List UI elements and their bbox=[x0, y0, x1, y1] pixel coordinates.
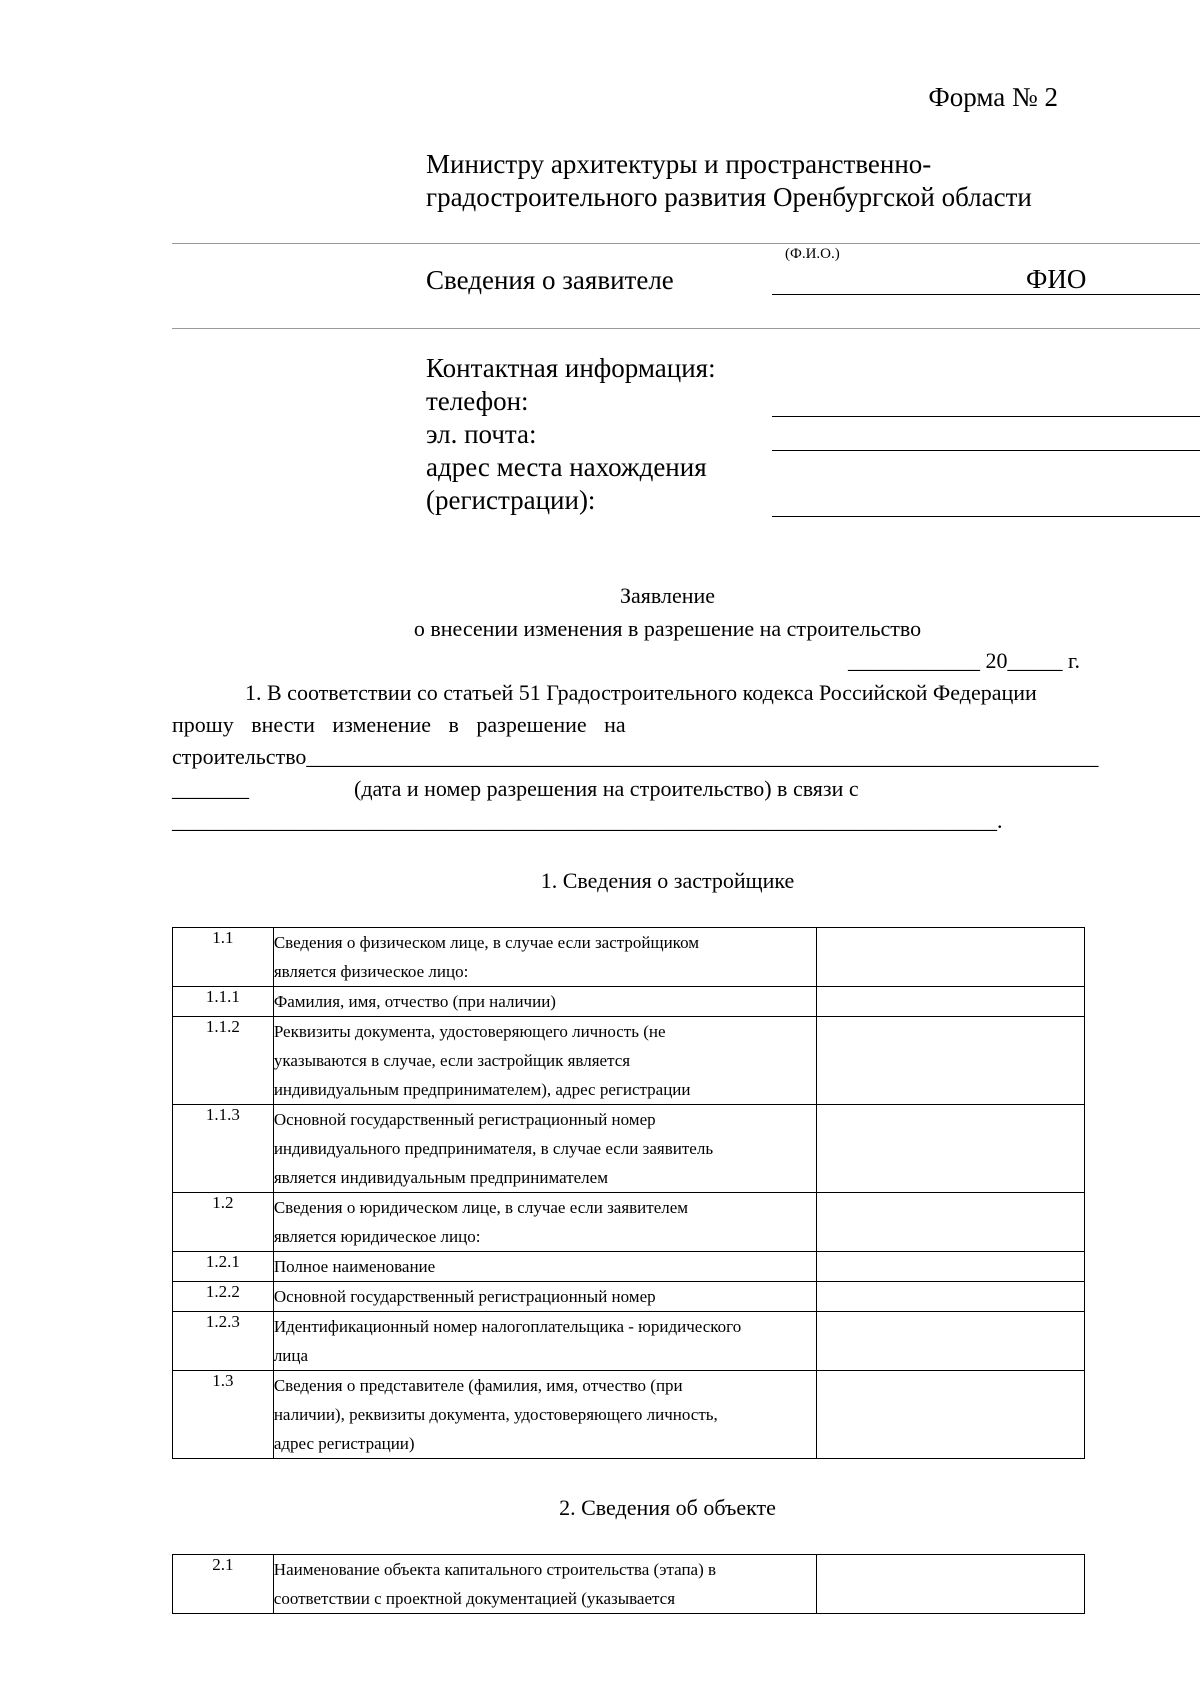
row-value-field[interactable] bbox=[816, 1555, 1084, 1614]
row-description bbox=[273, 1555, 816, 1614]
description-line: Реквизиты документа, удостоверяющего личность (не bbox=[273, 1022, 666, 1041]
row-value-field[interactable] bbox=[816, 928, 1084, 987]
contact-block bbox=[426, 352, 716, 517]
section-2-title: 2. Сведения об объекте bbox=[559, 1495, 776, 1520]
row-number: 2.1 bbox=[173, 1555, 274, 1614]
address-label: адрес места нахождения bbox=[426, 452, 707, 482]
recipient-line: Министру архитектуры и пространственно- bbox=[426, 149, 932, 179]
description-line: Сведения о юридическом лице, в случае если заявителем bbox=[273, 1198, 689, 1217]
row-value-field[interactable] bbox=[816, 1282, 1084, 1312]
description-line: индивидуального предпринимателя, в случае если заявитель bbox=[273, 1139, 714, 1158]
statement-title: Заявление bbox=[619, 583, 716, 608]
row-description bbox=[273, 1193, 816, 1252]
phone-field[interactable] bbox=[772, 416, 1200, 417]
fio-value[interactable]: ФИО bbox=[1026, 264, 1087, 294]
row-number: 1.3 bbox=[173, 1371, 274, 1459]
description-line: Сведения о представителе (фамилия, имя, отчество (при bbox=[273, 1376, 683, 1395]
table-row bbox=[173, 928, 1085, 987]
separator-line bbox=[172, 243, 1200, 244]
phone-label: телефон: bbox=[426, 386, 529, 416]
row-number: 1.1.3 bbox=[173, 1105, 274, 1193]
description-line: Основной государственный регистрационный номер bbox=[273, 1287, 656, 1306]
recipient-line: градостроительного развития Оренбургской области bbox=[426, 182, 1032, 212]
row-value-field[interactable] bbox=[816, 1312, 1084, 1371]
fio-caption: (Ф.И.О.) bbox=[785, 246, 840, 262]
description-line: Фамилия, имя, отчество (при наличии) bbox=[273, 992, 556, 1011]
fio-underline bbox=[772, 294, 1200, 295]
separator-line bbox=[172, 328, 1200, 329]
developer-info-table bbox=[172, 927, 1085, 1459]
row-description bbox=[273, 1282, 816, 1312]
row-value-field[interactable] bbox=[816, 1017, 1084, 1105]
row-number: 1.1.2 bbox=[173, 1017, 274, 1105]
row-value-field[interactable] bbox=[816, 1371, 1084, 1459]
statement-subtitle: о внесении изменения в разрешение на строительство bbox=[413, 616, 922, 641]
description-line: является индивидуальным предпринимателем bbox=[273, 1168, 608, 1187]
description-line: лица bbox=[273, 1346, 309, 1365]
table-row bbox=[173, 1017, 1085, 1105]
row-description bbox=[273, 1105, 816, 1193]
email-field[interactable] bbox=[772, 450, 1200, 451]
description-line: соответствии с проектной документацией (указывается bbox=[273, 1589, 676, 1608]
table-row bbox=[173, 1105, 1085, 1193]
row-number: 1.2 bbox=[173, 1193, 274, 1252]
table-row bbox=[173, 1282, 1085, 1312]
row-number: 1.2.1 bbox=[173, 1252, 274, 1282]
row-value-field[interactable] bbox=[816, 987, 1084, 1017]
description-line: Полное наименование bbox=[273, 1257, 436, 1276]
description-line: является физическое лицо: bbox=[273, 962, 469, 981]
description-line: является юридическое лицо: bbox=[273, 1227, 481, 1246]
description-line: Сведения о физическом лице, в случае если застройщиком bbox=[273, 933, 700, 952]
row-description bbox=[273, 928, 816, 987]
table-row bbox=[173, 1252, 1085, 1282]
statement-paragraph-line: 1. В соответствии со статьей 51 Градостроительного кодекса Российской Федерации bbox=[245, 680, 1037, 705]
address-field[interactable] bbox=[772, 516, 1200, 517]
date-line[interactable]: ____________ 20_____ г. bbox=[848, 648, 1081, 673]
row-description bbox=[273, 1312, 816, 1371]
statement-paragraph-line: (дата и номер разрешения на строительство) в связи с bbox=[354, 776, 859, 801]
statement-paragraph-line[interactable]: строительство________________________________________________________________________ bbox=[172, 744, 1099, 769]
form-number: Форма № 2 bbox=[928, 82, 1058, 112]
row-value-field[interactable] bbox=[816, 1193, 1084, 1252]
address-label: (регистрации): bbox=[426, 485, 596, 515]
row-number: 1.1 bbox=[173, 928, 274, 987]
section-1-title: 1. Сведения о застройщике bbox=[540, 868, 795, 893]
description-line: наличии), реквизиты документа, удостоверяющего личность, bbox=[273, 1405, 718, 1424]
table-row bbox=[173, 1312, 1085, 1371]
statement-blank[interactable]: _______ bbox=[172, 776, 249, 801]
row-description bbox=[273, 987, 816, 1017]
description-line: индивидуальным предпринимателем), адрес регистрации bbox=[273, 1080, 691, 1099]
row-number: 1.1.1 bbox=[173, 987, 274, 1017]
row-value-field[interactable] bbox=[816, 1105, 1084, 1193]
statement-paragraph-line: прошу внести изменение в разрешение на bbox=[172, 712, 626, 737]
table-row bbox=[173, 1371, 1085, 1459]
description-line: Основной государственный регистрационный номер bbox=[273, 1110, 656, 1129]
table-row bbox=[173, 1193, 1085, 1252]
row-number: 1.2.2 bbox=[173, 1282, 274, 1312]
description-line: адрес регистрации) bbox=[273, 1434, 415, 1453]
row-description bbox=[273, 1017, 816, 1105]
row-number: 1.2.3 bbox=[173, 1312, 274, 1371]
table-row bbox=[173, 1555, 1085, 1614]
email-label: эл. почта: bbox=[426, 419, 537, 449]
table-row bbox=[173, 987, 1085, 1017]
description-line: указываются в случае, если застройщик является bbox=[273, 1051, 631, 1070]
row-description bbox=[273, 1252, 816, 1282]
description-line: Наименование объекта капитального строительства (этапа) в bbox=[273, 1560, 717, 1579]
row-description bbox=[273, 1371, 816, 1459]
applicant-label: Сведения о заявителе bbox=[426, 265, 674, 295]
statement-blank[interactable]: ___________________________________________________________________________. bbox=[172, 808, 1003, 833]
contact-title: Контактная информация: bbox=[426, 353, 716, 383]
description-line: Идентификационный номер налогоплательщика - юридического bbox=[273, 1317, 742, 1336]
recipient-block bbox=[426, 148, 1032, 214]
row-value-field[interactable] bbox=[816, 1252, 1084, 1282]
object-info-table bbox=[172, 1554, 1085, 1614]
